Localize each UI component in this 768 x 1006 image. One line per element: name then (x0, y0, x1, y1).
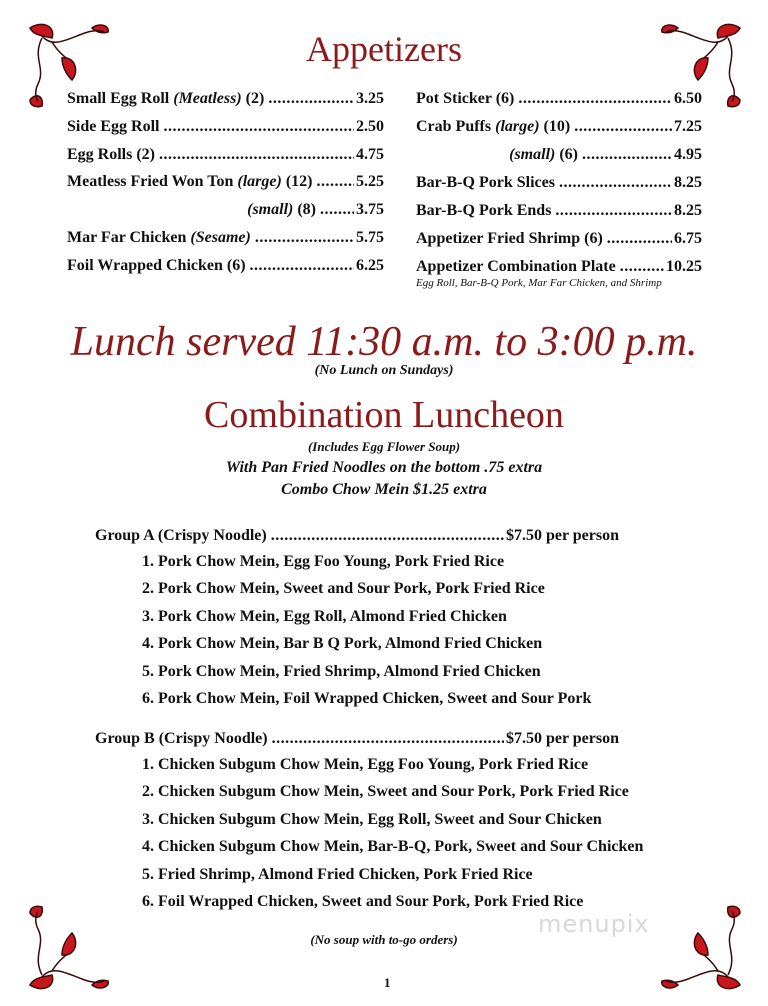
item-price: 8.25 (674, 174, 702, 191)
lunch-subtitle: (No Lunch on Sundays) (314, 363, 454, 378)
menu-item-name (247, 200, 316, 220)
item-quantity: (10) (543, 118, 571, 135)
dot-leader (559, 173, 672, 193)
item-quantity: (12) (285, 173, 313, 191)
item-name: Bar-B-Q Pork Slices (416, 174, 555, 191)
item-name: Small Egg Roll (67, 90, 170, 107)
menu-item-name (416, 229, 603, 249)
group-header (95, 526, 619, 546)
item-price: 5.75 (356, 229, 384, 246)
menu-item-name (67, 145, 155, 165)
combo-option: 1. Chicken Subgum Chow Mein, Egg Foo Young, Pork Fried Rice (142, 756, 589, 773)
menu-item (416, 89, 702, 109)
menu-item-name (416, 89, 514, 109)
combo-plate-description: Egg Roll, Bar-B-Q Pork, Mar Far Chicken, and Shrimp (416, 277, 662, 289)
combination-note-soup: (Includes Egg Flower Soup) (307, 439, 461, 454)
menu-item (416, 173, 702, 193)
combo-option: 2. Chicken Subgum Chow Mein, Sweet and Sour Pork, Pork Fried Rice (142, 783, 629, 801)
menu-item (67, 200, 384, 220)
group-name: Group B (Crispy Noodle) (95, 730, 268, 747)
dot-leader (268, 89, 354, 109)
menu-item-name (67, 89, 264, 109)
item-price: 5.25 (356, 173, 384, 191)
item-quantity: (6) (559, 146, 578, 163)
menu-item (67, 256, 384, 276)
dot-leader (555, 201, 672, 221)
dot-leader (272, 729, 504, 749)
menu-item (416, 229, 702, 249)
group-name: Group A (Crispy Noodle) (95, 527, 267, 544)
dot-leader (255, 228, 354, 248)
menu-item (416, 117, 702, 137)
menu-item-name (67, 256, 246, 276)
combination-note-combo: Combo Chow Mein $1.25 extra (281, 481, 487, 498)
item-name: Foil Wrapped Chicken (6) (67, 256, 246, 274)
item-name: Bar-B-Q Pork Ends (416, 202, 552, 219)
item-price: 8.25 (674, 202, 702, 219)
menu-item-name (416, 201, 551, 221)
combo-option: 3. Chicken Subgum Chow Mein, Egg Roll, Sweet and Sour Chicken (142, 810, 602, 828)
item-name: Appetizer Combination Plate (416, 258, 616, 275)
item-name: Appetizer Fried Shrimp (6) (416, 230, 603, 247)
item-name: Mar Far Chicken (67, 229, 187, 246)
item-price: 6.50 (674, 90, 702, 107)
item-price: 3.75 (356, 201, 384, 219)
dot-leader (250, 256, 354, 276)
combo-option: 2. Pork Chow Mein, Sweet and Sour Pork, Pork Fried Rice (142, 580, 545, 598)
item-name: Crab Puffs (416, 118, 492, 135)
combo-option: 4. Chicken Subgum Chow Mein, Bar-B-Q, Pork, Sweet and Sour Chicken (142, 838, 644, 856)
item-price: 6.25 (356, 256, 384, 274)
watermark: menupix (538, 910, 650, 938)
item-size-note: (small) (509, 146, 556, 163)
combination-note-noodles: With Pan Fried Noodles on the bottom .75 extra (225, 459, 543, 476)
dot-leader (163, 117, 354, 137)
item-price: 6.75 (674, 230, 702, 247)
group-price: $7.50 per person (505, 527, 619, 544)
item-price: 7.25 (674, 118, 702, 135)
item-price: 10.25 (666, 258, 702, 275)
item-price: 3.25 (356, 90, 384, 107)
combo-option: 6. Pork Chow Mein, Foil Wrapped Chicken, Sweet and Sour Pork (142, 690, 592, 707)
group-header (95, 729, 619, 749)
item-name: Pot Sticker (6) (416, 90, 515, 107)
lunch-hours-title: Lunch served 11:30 a.m. to 3:00 p.m. (70, 319, 698, 365)
menu-item-name (67, 228, 251, 248)
menu-item (416, 257, 702, 277)
combo-option: 6. Foil Wrapped Chicken, Sweet and Sour Pork, Pork Fried Rice (142, 893, 584, 910)
dot-leader (316, 172, 354, 192)
item-size-note: (Meatless) (173, 90, 242, 107)
item-quantity: (8) (297, 201, 316, 219)
item-price: 4.95 (674, 146, 702, 163)
menu-item-name (509, 145, 578, 165)
item-name: Egg Rolls (2) (67, 145, 155, 163)
menu-item (67, 172, 384, 192)
combo-option: 1. Pork Chow Mein, Egg Foo Young, Pork Fried Rice (142, 553, 505, 570)
appetizers-title: Appetizers (306, 29, 462, 69)
dot-leader (320, 200, 354, 220)
footer-note: (No soup with to-go orders) (310, 932, 458, 947)
dot-leader (574, 117, 672, 137)
item-name: Meatless Fried Won Ton (67, 173, 234, 191)
menu-item-name (67, 117, 159, 137)
group-price: $7.50 per person (505, 730, 619, 747)
item-size-note: (small) (247, 201, 294, 219)
item-size-note: (large) (237, 173, 282, 191)
combo-option: 5. Pork Chow Mein, Fried Shrimp, Almond Fried Chicken (142, 662, 541, 680)
dot-leader (620, 257, 664, 277)
menu-item (67, 228, 384, 248)
menu-item-name (416, 257, 616, 277)
dot-leader (518, 89, 672, 109)
menu-item (416, 201, 702, 221)
combination-title: Combination Luncheon (204, 394, 564, 436)
item-size-note: (Sesame) (190, 229, 251, 246)
dot-leader (607, 229, 672, 249)
item-price: 2.50 (356, 117, 384, 135)
combo-option: 3. Pork Chow Mein, Egg Roll, Almond Fried Chicken (142, 607, 507, 625)
item-size-note: (large) (495, 118, 540, 135)
menu-item (416, 145, 702, 165)
menu-item-name (416, 117, 570, 137)
dot-leader (271, 526, 504, 546)
combo-option: 5. Fried Shrimp, Almond Fried Chicken, Pork Fried Rice (142, 865, 533, 883)
dot-leader (159, 145, 354, 165)
menu-item (67, 145, 384, 165)
item-price: 4.75 (356, 145, 384, 163)
dot-leader (582, 145, 672, 165)
item-quantity: (2) (245, 90, 265, 107)
menu-item (67, 117, 384, 137)
item-name: Side Egg Roll (67, 117, 160, 135)
menu-item (67, 89, 384, 109)
combo-option: 4. Pork Chow Mein, Bar B Q Pork, Almond Fried Chicken (142, 635, 543, 653)
page-number: 1 (384, 975, 391, 990)
menu-item-name (416, 173, 555, 193)
menu-item-name (67, 172, 312, 192)
